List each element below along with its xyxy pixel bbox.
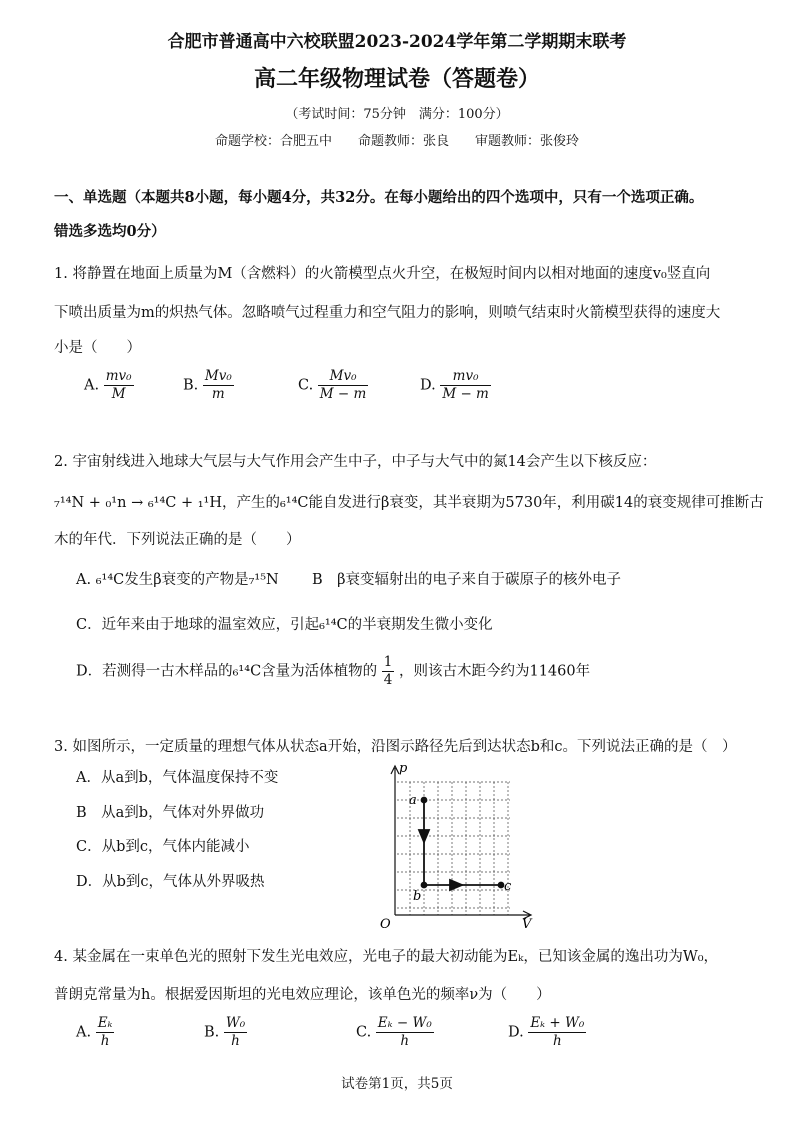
q3-option-a[interactable]: A．从a到b，气体温度保持不变 bbox=[76, 770, 279, 786]
pv-label-c: c bbox=[504, 879, 512, 894]
pv-arrow-down-icon bbox=[419, 830, 429, 842]
q2-line1: 2. 宇宙射线进入地球大气层与大气作用会产生中子，中子与大气中的氮14会产生以下核反应： bbox=[54, 454, 657, 470]
pv-axis-v-label: V bbox=[522, 917, 532, 930]
q1-option-d[interactable]: D. $\frac{\text{mv₀}}{M - m}$ bbox=[420, 368, 489, 402]
pv-point-a bbox=[422, 798, 427, 803]
q4-option-d[interactable]: D. $\frac{\text{Eₖ + W₀}}{h}$ bbox=[508, 1015, 585, 1049]
q1-line2: 下喷出质量为m的炽热气体。忽略喷气过程重力和空气阻力的影响，则喷气结束时火箭模型获得的速度大 bbox=[54, 305, 721, 321]
q1-option-c[interactable]: C. $\frac{\text{Mv₀}}{M - m}$ bbox=[298, 368, 367, 402]
pv-point-c bbox=[499, 883, 504, 888]
q4-option-b[interactable]: B. $\frac{\text{W₀}}{h}$ bbox=[204, 1015, 246, 1049]
pv-arrow-right-icon bbox=[450, 880, 462, 890]
q2-option-c[interactable]: C．近年来由于地球的温室效应，引起₆¹⁴C的半衰期发生微小变化 bbox=[76, 617, 493, 633]
q4-option-a[interactable]: A. $\frac{\text{Eₖ}}{h}$ bbox=[76, 1015, 113, 1049]
q4-option-c[interactable]: C. $\frac{\text{Eₖ − W₀}}{h}$ bbox=[356, 1015, 432, 1049]
exam-authors: 命题学校：合肥五中 命题教师：张良 审题教师：张俊玲 bbox=[214, 134, 579, 149]
pv-label-b: b bbox=[413, 889, 422, 904]
q2-line3: 木的年代．下列说法正确的是（ ） bbox=[54, 532, 301, 548]
q2-line2: ₇¹⁴N + ₀¹n → ₆¹⁴C + ₁¹H，产生的₆¹⁴C能自发进行β衰变，其半衰期为5730年，利用碳14的衰变规律可推断古 bbox=[54, 495, 764, 511]
pv-path bbox=[419, 798, 504, 891]
q1-line1: 1. 将静置在地面上质量为M（含燃料）的火箭模型点火升空，在极短时间内以相对地面的速度v₀竖直向 bbox=[54, 266, 711, 282]
q2-option-b[interactable]: B β衰变辐射出的电子来自于碳原子的核外电子 bbox=[312, 572, 622, 588]
exam-name: 合肥市普通高中六校联盟2023-2024学年第二学期期末联考 bbox=[167, 32, 627, 52]
q3-option-c[interactable]: C．从b到c，气体内能减小 bbox=[76, 839, 250, 855]
q4-line1: 4. 某金属在一束单色光的照射下发生光电效应，光电子的最大初动能为Eₖ，已知该金属的逸出功为W₀， bbox=[54, 949, 719, 965]
pv-diagram bbox=[370, 760, 545, 930]
q2-option-a[interactable]: A. ₆¹⁴C发生β衰变的产物是₇¹⁵N bbox=[76, 572, 279, 588]
pv-point-b bbox=[422, 883, 427, 888]
section-title: 一、单选题（本题共8小题，每小题4分，共32分。在每小题给出的四个选项中，只有一个选项正确。 bbox=[54, 189, 704, 206]
q1-option-b[interactable]: B. $\frac{\text{Mv₀}}{m}$ bbox=[183, 368, 232, 402]
pv-origin-label: O bbox=[380, 917, 391, 930]
q1-option-a[interactable]: A. $\frac{\text{mv₀}}{M}$ bbox=[84, 368, 132, 402]
page-footer: 试卷第1页，共5页 bbox=[341, 1076, 453, 1092]
pv-axis-p-label: p bbox=[399, 761, 408, 776]
pv-label-a: a bbox=[409, 793, 417, 808]
paper-title: 高二年级物理试卷（答题卷） bbox=[253, 66, 540, 92]
q3-option-b[interactable]: B 从a到b，气体对外界做功 bbox=[76, 805, 265, 821]
q1-line3: 小是（ ） bbox=[54, 340, 141, 356]
pv-axes bbox=[391, 766, 531, 919]
exam-time-score: （考试时间：75分钟 满分：100分） bbox=[285, 107, 509, 122]
q2-option-d[interactable]: D．若测得一古木样品的₆¹⁴C含量为活体植物的 $\frac{1}{4}$ ，则该古木距今约为11460年 bbox=[76, 654, 591, 688]
q4-line2: 普朗克常量为h。根据爱因斯坦的光电效应理论，该单色光的频率ν为（ ） bbox=[54, 987, 551, 1003]
q3-line1: 3. 如图所示，一定质量的理想气体从状态a开始，沿图示路径先后到达状态b和c。下列说法正确的是（ ） bbox=[54, 739, 737, 755]
section-title-cont: 错选多选均0分） bbox=[54, 223, 166, 240]
q3-option-d[interactable]: D．从b到c，气体从外界吸热 bbox=[76, 874, 265, 890]
